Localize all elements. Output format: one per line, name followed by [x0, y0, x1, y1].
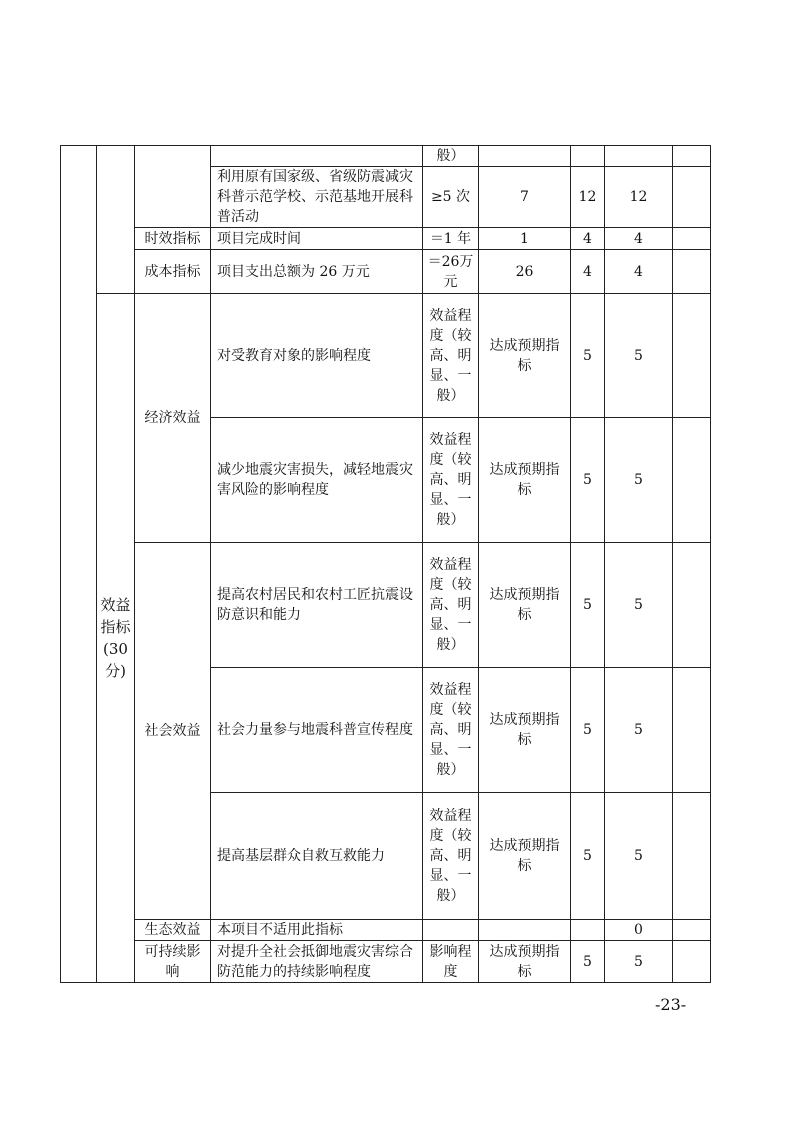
level2-cell: 可持续影响: [135, 941, 211, 983]
score-cell: 5: [605, 668, 673, 793]
score-cell: 0: [605, 920, 673, 941]
score-cell: 12: [605, 167, 673, 228]
table-row: [61, 920, 711, 941]
standard-cell: 效益程度（较高、明显、一般）: [423, 793, 479, 920]
actual-cell: 7: [479, 167, 571, 228]
actual-cell: [479, 146, 571, 167]
score-cell: 4: [605, 250, 673, 294]
table-row: [61, 250, 711, 294]
note-cell: [673, 250, 711, 294]
standard-cell: 影响程度: [423, 941, 479, 983]
weight-cell: 5: [571, 668, 605, 793]
indicator-cell: 减少地震灾害损失，减轻地震灾害风险的影响程度: [211, 418, 423, 543]
actual-cell: 达成预期指标: [479, 543, 571, 668]
actual-cell: 达成预期指标: [479, 668, 571, 793]
standard-cell: ≥5 次: [423, 167, 479, 228]
note-cell: [673, 146, 711, 167]
standard-cell: ＝1 年: [423, 228, 479, 250]
weight-cell: 5: [571, 793, 605, 920]
actual-cell: 1: [479, 228, 571, 250]
indicator-cell: 社会力量参与地震科普宣传程度: [211, 668, 423, 793]
indicator-cell: 利用原有国家级、省级防震减灾科普示范学校、示范基地开展科普活动: [211, 167, 423, 228]
indicator-cell: [211, 146, 423, 167]
indicator-cell: 项目完成时间: [211, 228, 423, 250]
weight-cell: [571, 146, 605, 167]
actual-cell: [479, 920, 571, 941]
score-cell: 5: [605, 543, 673, 668]
actual-cell: 达成预期指标: [479, 294, 571, 418]
note-cell: [673, 543, 711, 668]
level1-cell: [97, 146, 135, 294]
weight-cell: 4: [571, 250, 605, 294]
weight-cell: 5: [571, 294, 605, 418]
standard-cell: 般）: [423, 146, 479, 167]
score-cell: 5: [605, 294, 673, 418]
level2-cell: 社会效益: [135, 543, 211, 920]
weight-cell: 5: [571, 543, 605, 668]
note-cell: [673, 228, 711, 250]
standard-cell: 效益程度（较高、明显、一般）: [423, 543, 479, 668]
note-cell: [673, 418, 711, 543]
indicator-cell: 提高基层群众自救互救能力: [211, 793, 423, 920]
note-cell: [673, 167, 711, 228]
table-row: [61, 228, 711, 250]
note-cell: [673, 941, 711, 983]
score-cell: 5: [605, 941, 673, 983]
score-cell: 5: [605, 793, 673, 920]
note-cell: [673, 294, 711, 418]
weight-cell: 5: [571, 418, 605, 543]
indicator-cell: 对提升全社会抵御地震灾害综合防范能力的持续影响程度: [211, 941, 423, 983]
indicator-cell: 项目支出总额为 26 万元: [211, 250, 423, 294]
indicator-cell: 本项目不适用此指标: [211, 920, 423, 941]
score-cell: 4: [605, 228, 673, 250]
actual-cell: 26: [479, 250, 571, 294]
actual-cell: 达成预期指标: [479, 793, 571, 920]
level2-cell: 生态效益: [135, 920, 211, 941]
weight-cell: 5: [571, 941, 605, 983]
score-cell: [605, 146, 673, 167]
outer-category-cell: [61, 146, 97, 983]
standard-cell: ＝26万元: [423, 250, 479, 294]
note-cell: [673, 793, 711, 920]
page-number: -23-: [655, 995, 687, 1014]
table-row: [61, 941, 711, 983]
performance-indicator-table: [60, 145, 711, 983]
table-row: [61, 294, 711, 418]
standard-cell: 效益程度（较高、明显、一般）: [423, 418, 479, 543]
level2-cell: 时效指标: [135, 228, 211, 250]
weight-cell: 12: [571, 167, 605, 228]
actual-cell: 达成预期指标: [479, 941, 571, 983]
level1-cell: 效益指标(30分): [97, 294, 135, 983]
actual-cell: 达成预期指标: [479, 418, 571, 543]
table-row: [61, 543, 711, 668]
indicator-cell: 提高农村居民和农村工匠抗震设防意识和能力: [211, 543, 423, 668]
standard-cell: [423, 920, 479, 941]
standard-cell: 效益程度（较高、明显、一般）: [423, 294, 479, 418]
weight-cell: [571, 920, 605, 941]
standard-cell: 效益程度（较高、明显、一般）: [423, 668, 479, 793]
note-cell: [673, 920, 711, 941]
table-row: [61, 146, 711, 167]
level2-cell: 经济效益: [135, 294, 211, 543]
level2-cell: 成本指标: [135, 250, 211, 294]
level2-cell: [135, 146, 211, 228]
indicator-cell: 对受教育对象的影响程度: [211, 294, 423, 418]
weight-cell: 4: [571, 228, 605, 250]
score-cell: 5: [605, 418, 673, 543]
note-cell: [673, 668, 711, 793]
